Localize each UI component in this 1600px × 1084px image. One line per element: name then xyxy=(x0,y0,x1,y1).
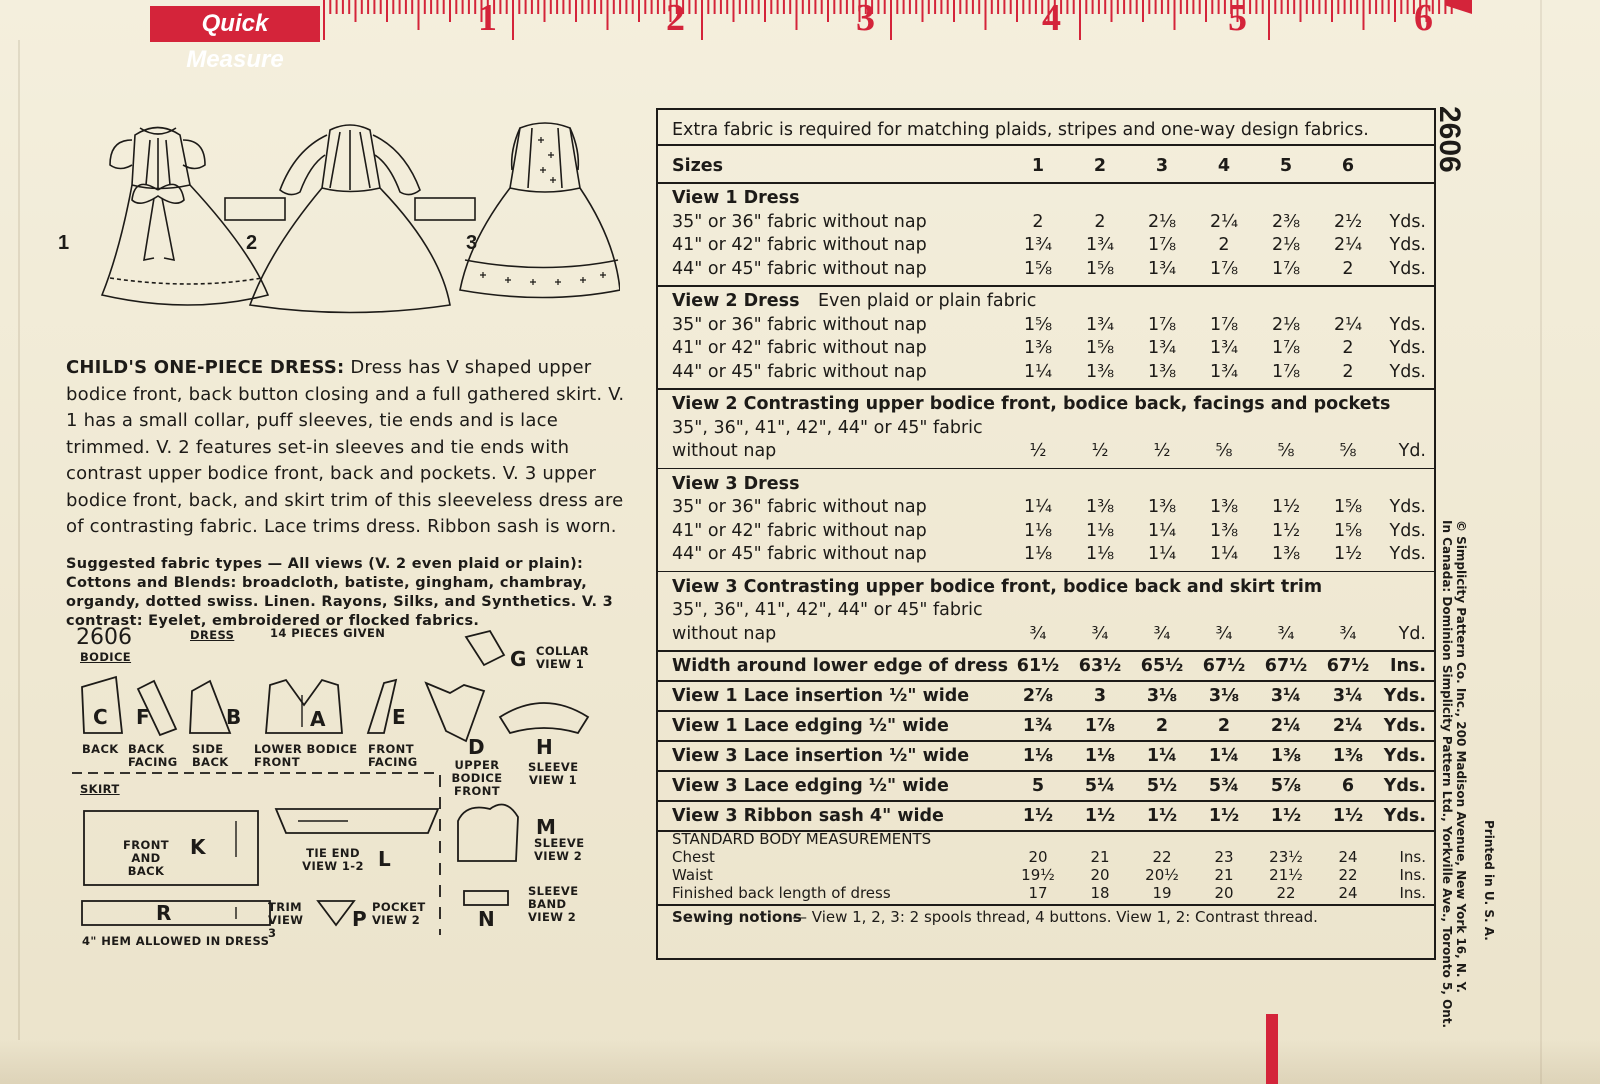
piece-h-letter: H xyxy=(536,735,553,759)
piece-a-letter: A xyxy=(310,707,326,731)
piece-f-letter: F xyxy=(136,705,150,729)
table-rule xyxy=(658,571,1434,573)
fold-crease-right xyxy=(1540,0,1542,1084)
table-rule xyxy=(658,800,1434,802)
description-title: CHILD'S ONE-PIECE DRESS: xyxy=(66,357,345,378)
view-label-2: 2 xyxy=(246,232,258,254)
table-rule xyxy=(658,680,1434,682)
quick-measure-badge: Quick Measure xyxy=(150,6,320,42)
piece-k-letter: K xyxy=(190,835,206,859)
pattern-number-vertical: 2606 xyxy=(1433,106,1466,173)
canada-line: In Canada: Dominion Simplicity Pattern Ltd., Yorkville Ave., Toronto 5, Ont. xyxy=(1440,520,1454,1029)
piece-a-name: LOWER BODICE FRONT xyxy=(254,742,358,769)
piece-b-name: SIDE BACK xyxy=(192,742,229,769)
description-body: Dress has V shaped upper bodice front, back button closing and a full gathered skirt. V. 1 has a small collar, puff sleeves, tie ends and is lace trimmed. V. 2 features set-in sleeves and tie ends with contrast upper bodice front, back and pockets. V. 3 upper bodice front, back, and skirt trim of this sleeveless dress are of contrasting fabric. Lace trims dress. Ribbon sash is worn. xyxy=(66,357,625,537)
yardage-table: Extra fabric is required for matching plaids, stripes and one-way design fabrics. Sizes 1 2 3 4 5 6 View 1 Dress 35" or 36" fabric without nap 2 2 2⅛ 2¼ 2⅜ 2½ Yds. 41" or 42" fabric without nap 1¾ 1¾ 1⅞ 2 2⅛ 2¼ Yds. 44" or 45" fabric without nap 1⅝ 1⅝ 1¾ 1⅞ 1⅞ 2 Yds. View 2 Dress Even plaid or plain fabric 35" or 36" fabric without nap 1⅝ 1¾ 1⅞ 1⅞ 2⅛ 2¼ Yds. 41" or 42" fabric without nap 1⅜ 1⅝ 1¾ 1¾ 1⅞ 2 Yds. 44" or 45" fabric without nap 1¼ 1⅜ 1⅜ 1¾ 1⅞ 2 Yds. View 2 Contrasting upper bodice front, bodice back, facings and pockets 35", 36", 41", 42", 44" or 45" fabric without nap ½ ½ ½ ⅝ ⅝ ⅝ Yd. View 3 Dress 35" or 36" fabric without nap 1¼ 1⅜ 1⅜ 1⅜ 1½ 1⅝ Yds. 41" or 42" fabric without nap 1⅛ 1⅛ 1¼ 1⅜ 1½ 1⅝ Yds. 44" or 45" fabric without nap 1⅛ 1⅛ 1¼ 1¼ 1⅜ 1½ Yds. View 3 Contrasting upper bodice front, bodice back and skirt trim 35", 36", 41", 42", 44" or 45" fabric without nap ¾ ¾ ¾ ¾ ¾ ¾ Yd. Width around lower edge of dress 61½ 63½ 65½ 67½ 67½ 67½ Ins. View 1 Lace insertion ½" wide 2⅞ 3 3⅛ 3⅛ 3¼ 3¼ Yds. View 1 Lace edging ½" wide 1¾ 1⅞ 2 2 2¼ 2¼ Yds. View 3 Lace insertion ½" wide 1⅛ 1⅛ 1¼ 1¼ 1⅜ 1⅜ Yds. View 3 Lace edging ½" wide 5 5¼ 5½ 5¾ 5⅞ 6 Yds. View 3 Ribbon sash 4" wide 1½ 1½ 1½ 1½ 1½ 1½ Yds. STANDARD BODY MEASUREMENTS Chest 20 21 22 23 23½ 24 Ins. Waist 19½ 20 20½ 21 21½ 22 Ins. Finished back length of dress 17 18 19 20 22 24 Ins. Sewing notions — View 1, 2, 3: 2 spools thread, 4 buttons. View 1, 2: Contrast thread. xyxy=(656,108,1436,960)
piece-r-name: TRIM VIEW 3 xyxy=(268,900,304,940)
dress-view-illustrations xyxy=(40,110,620,340)
piece-d-letter: D xyxy=(468,735,485,759)
view-1-back-drawing xyxy=(102,128,268,306)
fabric-types-label: Suggested fabric types xyxy=(66,556,263,572)
piece-e-letter: E xyxy=(392,705,406,729)
view-3-front-drawing xyxy=(460,123,620,298)
table-rule xyxy=(658,182,1434,184)
piece-l-name: TIE END VIEW 1-2 xyxy=(302,846,364,873)
envelope-bottom-edge xyxy=(0,1040,1600,1084)
ruler-number-2: 2 xyxy=(666,0,685,39)
table-rule xyxy=(658,710,1434,712)
piece-p-name: POCKET VIEW 2 xyxy=(372,900,426,927)
piece-k-name: FRONT AND BACK xyxy=(123,838,169,878)
dress-label: DRESS xyxy=(190,628,235,642)
piece-d-name: UPPER BODICE FRONT xyxy=(451,758,503,798)
view-label-3: 3 xyxy=(466,232,478,254)
piece-b-letter: B xyxy=(226,705,242,729)
pieces-given-label: 14 PIECES GIVEN xyxy=(270,626,386,640)
piece-m-name: SLEEVE VIEW 2 xyxy=(534,836,585,863)
table-rule xyxy=(658,904,1434,906)
piece-g-letter: G xyxy=(510,647,527,671)
table-rule xyxy=(658,468,1434,470)
table-rule xyxy=(658,770,1434,772)
piece-g-name: COLLAR VIEW 1 xyxy=(536,644,590,671)
view-label-1: 1 xyxy=(58,232,70,254)
ruler-number-6: 6 xyxy=(1414,0,1433,39)
red-register-mark xyxy=(1266,1014,1278,1084)
table-rule xyxy=(658,740,1434,742)
piece-l-letter: L xyxy=(378,847,391,871)
ruler-number-3: 3 xyxy=(856,0,875,39)
piece-n-letter: N xyxy=(478,907,495,931)
piece-c-name: BACK xyxy=(82,742,119,756)
section-subtitle: Even plaid or plain fabric xyxy=(818,291,1037,311)
table-rule xyxy=(658,285,1434,287)
skirt-label: SKIRT xyxy=(80,782,120,796)
piece-h-name: SLEEVE VIEW 1 xyxy=(528,760,579,787)
piece-r-letter: R xyxy=(156,901,172,925)
piece-p-letter: P xyxy=(352,907,367,931)
copyright-line: © Simplicity Pattern Co. Inc., 200 Madison Avenue, New York 16, N. Y. xyxy=(1454,520,1468,993)
piece-e-name: FRONT FACING xyxy=(368,742,418,769)
dress-description xyxy=(66,355,626,541)
printed-in-line: Printed in U. S. A. xyxy=(1482,820,1496,941)
piece-n-name: SLEEVE BAND VIEW 2 xyxy=(528,884,579,924)
pieces-pattern-number: 2606 xyxy=(76,625,132,650)
piece-f-name: BACK FACING xyxy=(128,742,178,769)
bodice-label: BODICE xyxy=(80,650,132,664)
ruler-number-1: 1 xyxy=(478,0,497,39)
hem-allowance-note: 4" HEM ALLOWED IN DRESS xyxy=(82,934,270,948)
suggested-fabric-types xyxy=(66,555,626,631)
ruler-number-4: 4 xyxy=(1042,0,1061,39)
piece-m-letter: M xyxy=(536,815,556,839)
fold-crease-left xyxy=(18,40,20,1040)
pattern-pieces-diagram xyxy=(66,625,626,965)
table-rule xyxy=(658,650,1434,652)
table-rule xyxy=(658,388,1434,390)
table-rule xyxy=(658,144,1434,146)
fabric-types-text: — All views (V. 2 even plaid or plain): Cottons and Blends: broadcloth, batiste, gingham, chambray, organdy, dotted swiss. Linen. Rayons, Silks, and Synthetics. V. 3 contrast: Eyelet, embroidered or flocked fabrics. xyxy=(66,556,614,629)
ruler-number-5: 5 xyxy=(1228,0,1247,39)
piece-c-letter: C xyxy=(93,705,108,729)
